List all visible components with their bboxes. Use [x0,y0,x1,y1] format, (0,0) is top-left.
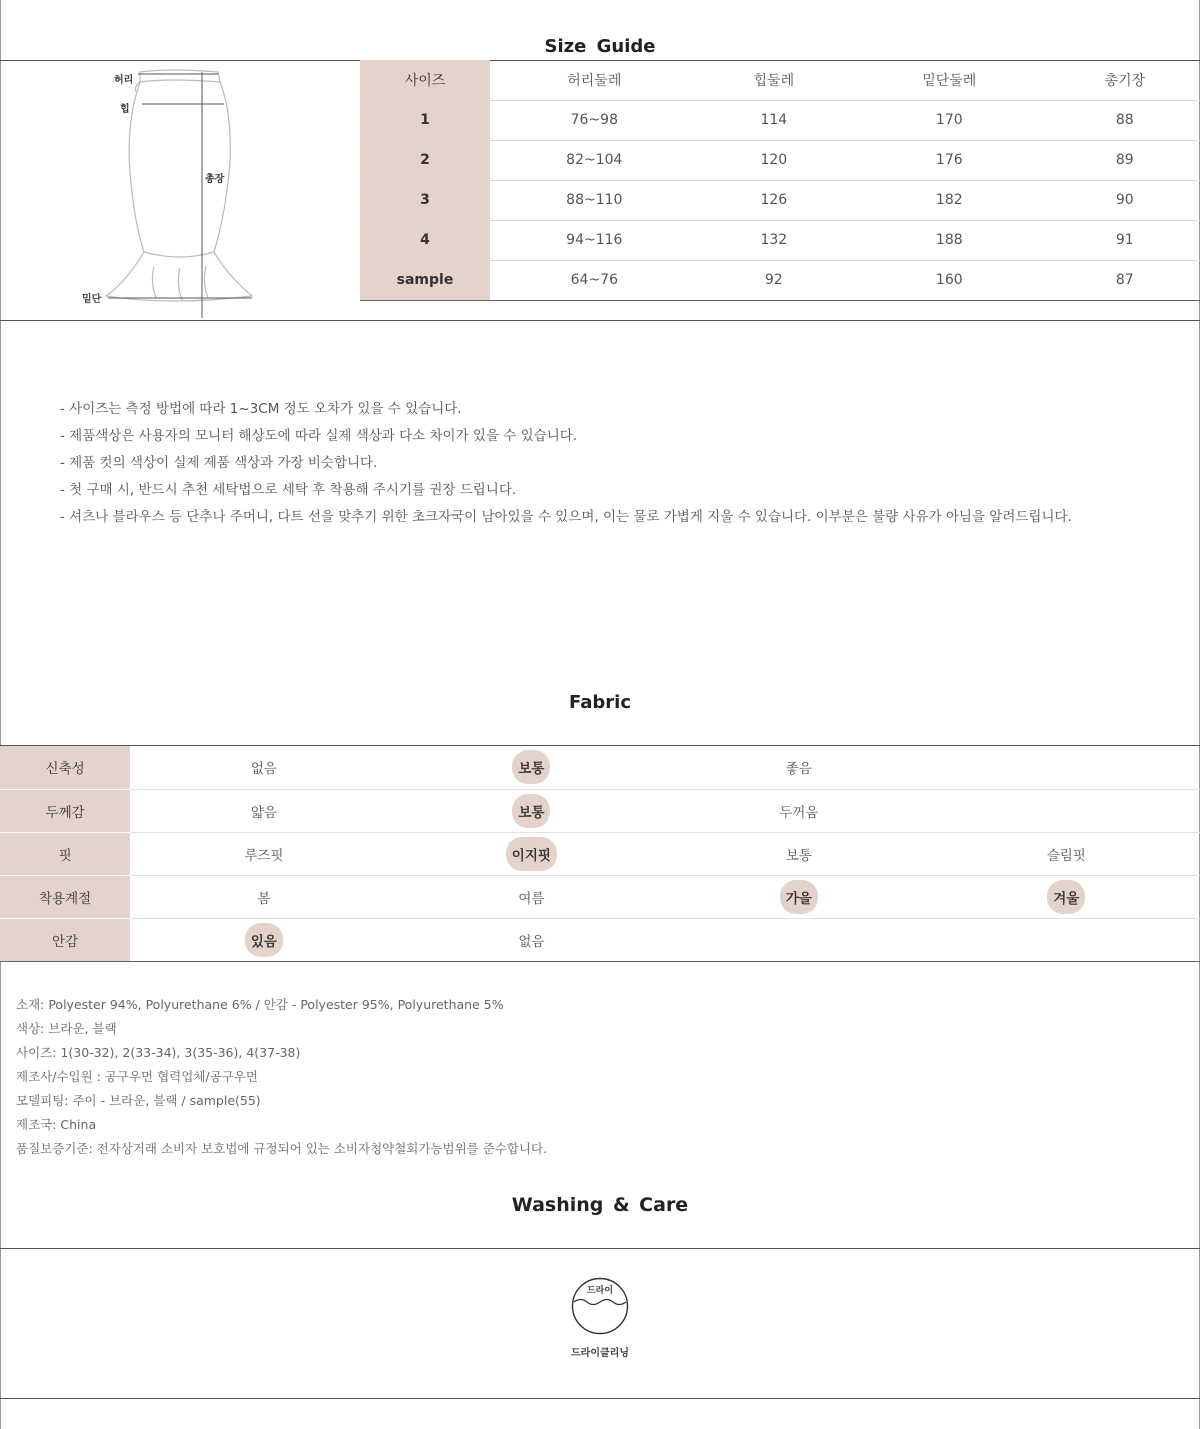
table-cell: 126 [699,180,849,220]
header-cell: 밑단둘레 [849,60,1050,100]
table-row [360,220,1200,260]
fabric-row [0,789,1200,832]
size-label: 4 [360,220,490,260]
note-line: - 사이즈는 측정 방법에 따라 1~3CM 정도 오차가 있을 수 있습니다. [60,401,462,417]
fabric-option-cell [665,789,932,832]
table-row [360,260,1200,300]
info-model-fitting: 모델피팅: 주이 - 브라운, 블랙 / sample(55) [16,1093,261,1108]
table-row [360,180,1200,220]
divider [0,1248,1200,1249]
fabric-option-cell [398,789,665,832]
fabric-option-cell [933,746,1200,789]
size-guide-title: Size Guide [544,36,656,57]
fabric-attribute-label: 착용계절 [0,875,130,918]
product-info [16,993,547,1161]
fabric-option-cell [933,789,1200,832]
table-cell: 176 [849,140,1050,180]
washing-item [570,1276,630,1359]
info-size: 사이즈: 1(30-32), 2(33-34), 3(35-36), 4(37-38) [16,1045,301,1060]
dry-clean-icon [570,1276,630,1336]
note-line: - 제품색상은 사용자의 모니터 해상도에 따라 실제 색상과 다소 차이가 있을 수 있습니다. [60,428,578,444]
table-row [360,100,1200,140]
fabric-option: 없음 [518,933,545,950]
fabric-option: 두꺼움 [779,804,819,821]
fabric-option-cell [130,789,397,832]
fabric-table [0,746,1200,962]
fabric-option-cell [130,875,397,918]
table-cell: 94~116 [490,220,699,260]
fabric-option-cell [398,746,665,789]
fabric-option-selected: 겨울 [1047,880,1085,914]
dry-clean-icon-text: 드라이 [586,1286,614,1296]
size-table-header [360,60,1200,100]
fabric-attribute-label: 안감 [0,918,130,961]
hip-label: 힙 [120,104,130,115]
fabric-option-selected: 가을 [780,880,818,914]
info-material: 소재: Polyester 94%, Polyurethane 6% / 안감 - Polyester 95%, Polyurethane 5% [16,997,504,1012]
fabric-title: Fabric [569,692,631,713]
header-cell: 총기장 [1050,60,1200,100]
table-cell: 114 [699,100,849,140]
fabric-option: 봄 [257,890,271,907]
skirt-diagram [70,62,270,320]
fabric-attribute-label: 핏 [0,832,130,875]
length-label: 총장 [205,174,225,185]
header-cell: 힙둘레 [699,60,849,100]
size-label: 3 [360,180,490,220]
skirt-outline-icon [70,62,270,320]
fabric-option-selected: 보통 [512,750,550,784]
table-cell: 132 [699,220,849,260]
fabric-row [0,918,1200,961]
note-line: - 제품 컷의 색상이 실제 제품 색상과 가장 비슷합니다. [60,455,378,471]
washing-caption: 드라이클리닝 [571,1348,629,1359]
fabric-option-cell [398,832,665,875]
info-origin: 제조국: China [16,1117,97,1132]
fabric-row [0,875,1200,918]
fabric-option: 슬림핏 [1046,847,1086,864]
fabric-attribute-label: 신축성 [0,746,130,789]
fabric-option-cell [933,918,1200,961]
divider [0,320,1200,321]
fabric-option-cell [130,746,397,789]
size-notes [60,396,1072,531]
fabric-row [0,746,1200,789]
fabric-option-cell [398,918,665,961]
table-cell: 120 [699,140,849,180]
table-cell: 64~76 [490,260,699,300]
note-line: - 셔츠나 블라우스 등 단추나 주머니, 다트 선을 맞추기 위한 초크자국이 남아있을 수 있으며, 이는 물로 가볍게 지울 수 있습니다. 이부분은 불량 사유가 아님을 알려드립니다. [60,509,1072,525]
header-cell: 사이즈 [360,60,490,100]
table-cell: 87 [1050,260,1200,300]
table-cell: 76~98 [490,100,699,140]
waist-label: 허리 [114,75,134,86]
fabric-option: 좋음 [785,761,812,778]
table-cell: 188 [849,220,1050,260]
table-cell: 170 [849,100,1050,140]
hem-label: 밑단 [82,294,102,305]
table-cell: 160 [849,260,1050,300]
size-label: 1 [360,100,490,140]
table-cell: 90 [1050,180,1200,220]
fabric-option-cell [665,746,932,789]
info-quality: 품질보증기준: 전자상거래 소비자 보호법에 규정되어 있는 소비자청약철회가능범위를 준수합니다. [16,1141,548,1156]
fabric-option-cell [933,832,1200,875]
fabric-attribute-label: 두께감 [0,789,130,832]
size-label: 2 [360,140,490,180]
size-table [360,60,1200,301]
table-cell: 88~110 [490,180,699,220]
washing-title: Washing & Care [511,1194,689,1216]
fabric-option-cell [398,875,665,918]
fabric-option-cell [130,918,397,961]
note-line: - 첫 구매 시, 반드시 추천 세탁법으로 세탁 후 착용해 주시기를 권장 드립니다. [60,482,517,498]
fabric-option-cell [665,875,932,918]
divider [0,1398,1200,1399]
fabric-option-selected: 이지핏 [506,837,557,871]
table-cell: 182 [849,180,1050,220]
fabric-option: 얇음 [250,804,277,821]
fabric-option-cell [665,832,932,875]
table-cell: 82~104 [490,140,699,180]
table-cell: 91 [1050,220,1200,260]
fabric-option-cell [933,875,1200,918]
table-cell: 89 [1050,140,1200,180]
fabric-option-selected: 보통 [512,794,550,828]
fabric-option: 없음 [250,761,277,778]
size-label: sample [360,260,490,300]
info-manufacturer: 제조사/수입원 : 공구우먼 협력업체/공구우먼 [16,1069,258,1084]
table-row [360,140,1200,180]
fabric-option-cell [665,918,932,961]
header-cell: 허리둘레 [490,60,699,100]
fabric-option: 여름 [518,890,545,907]
info-color: 색상: 브라운, 블랙 [16,1021,117,1036]
table-cell: 88 [1050,100,1200,140]
fabric-option-cell [130,832,397,875]
fabric-option-selected: 있음 [245,923,283,957]
table-cell: 92 [699,260,849,300]
fabric-option: 루즈핏 [244,847,284,864]
fabric-row [0,832,1200,875]
fabric-option: 보통 [785,847,812,864]
